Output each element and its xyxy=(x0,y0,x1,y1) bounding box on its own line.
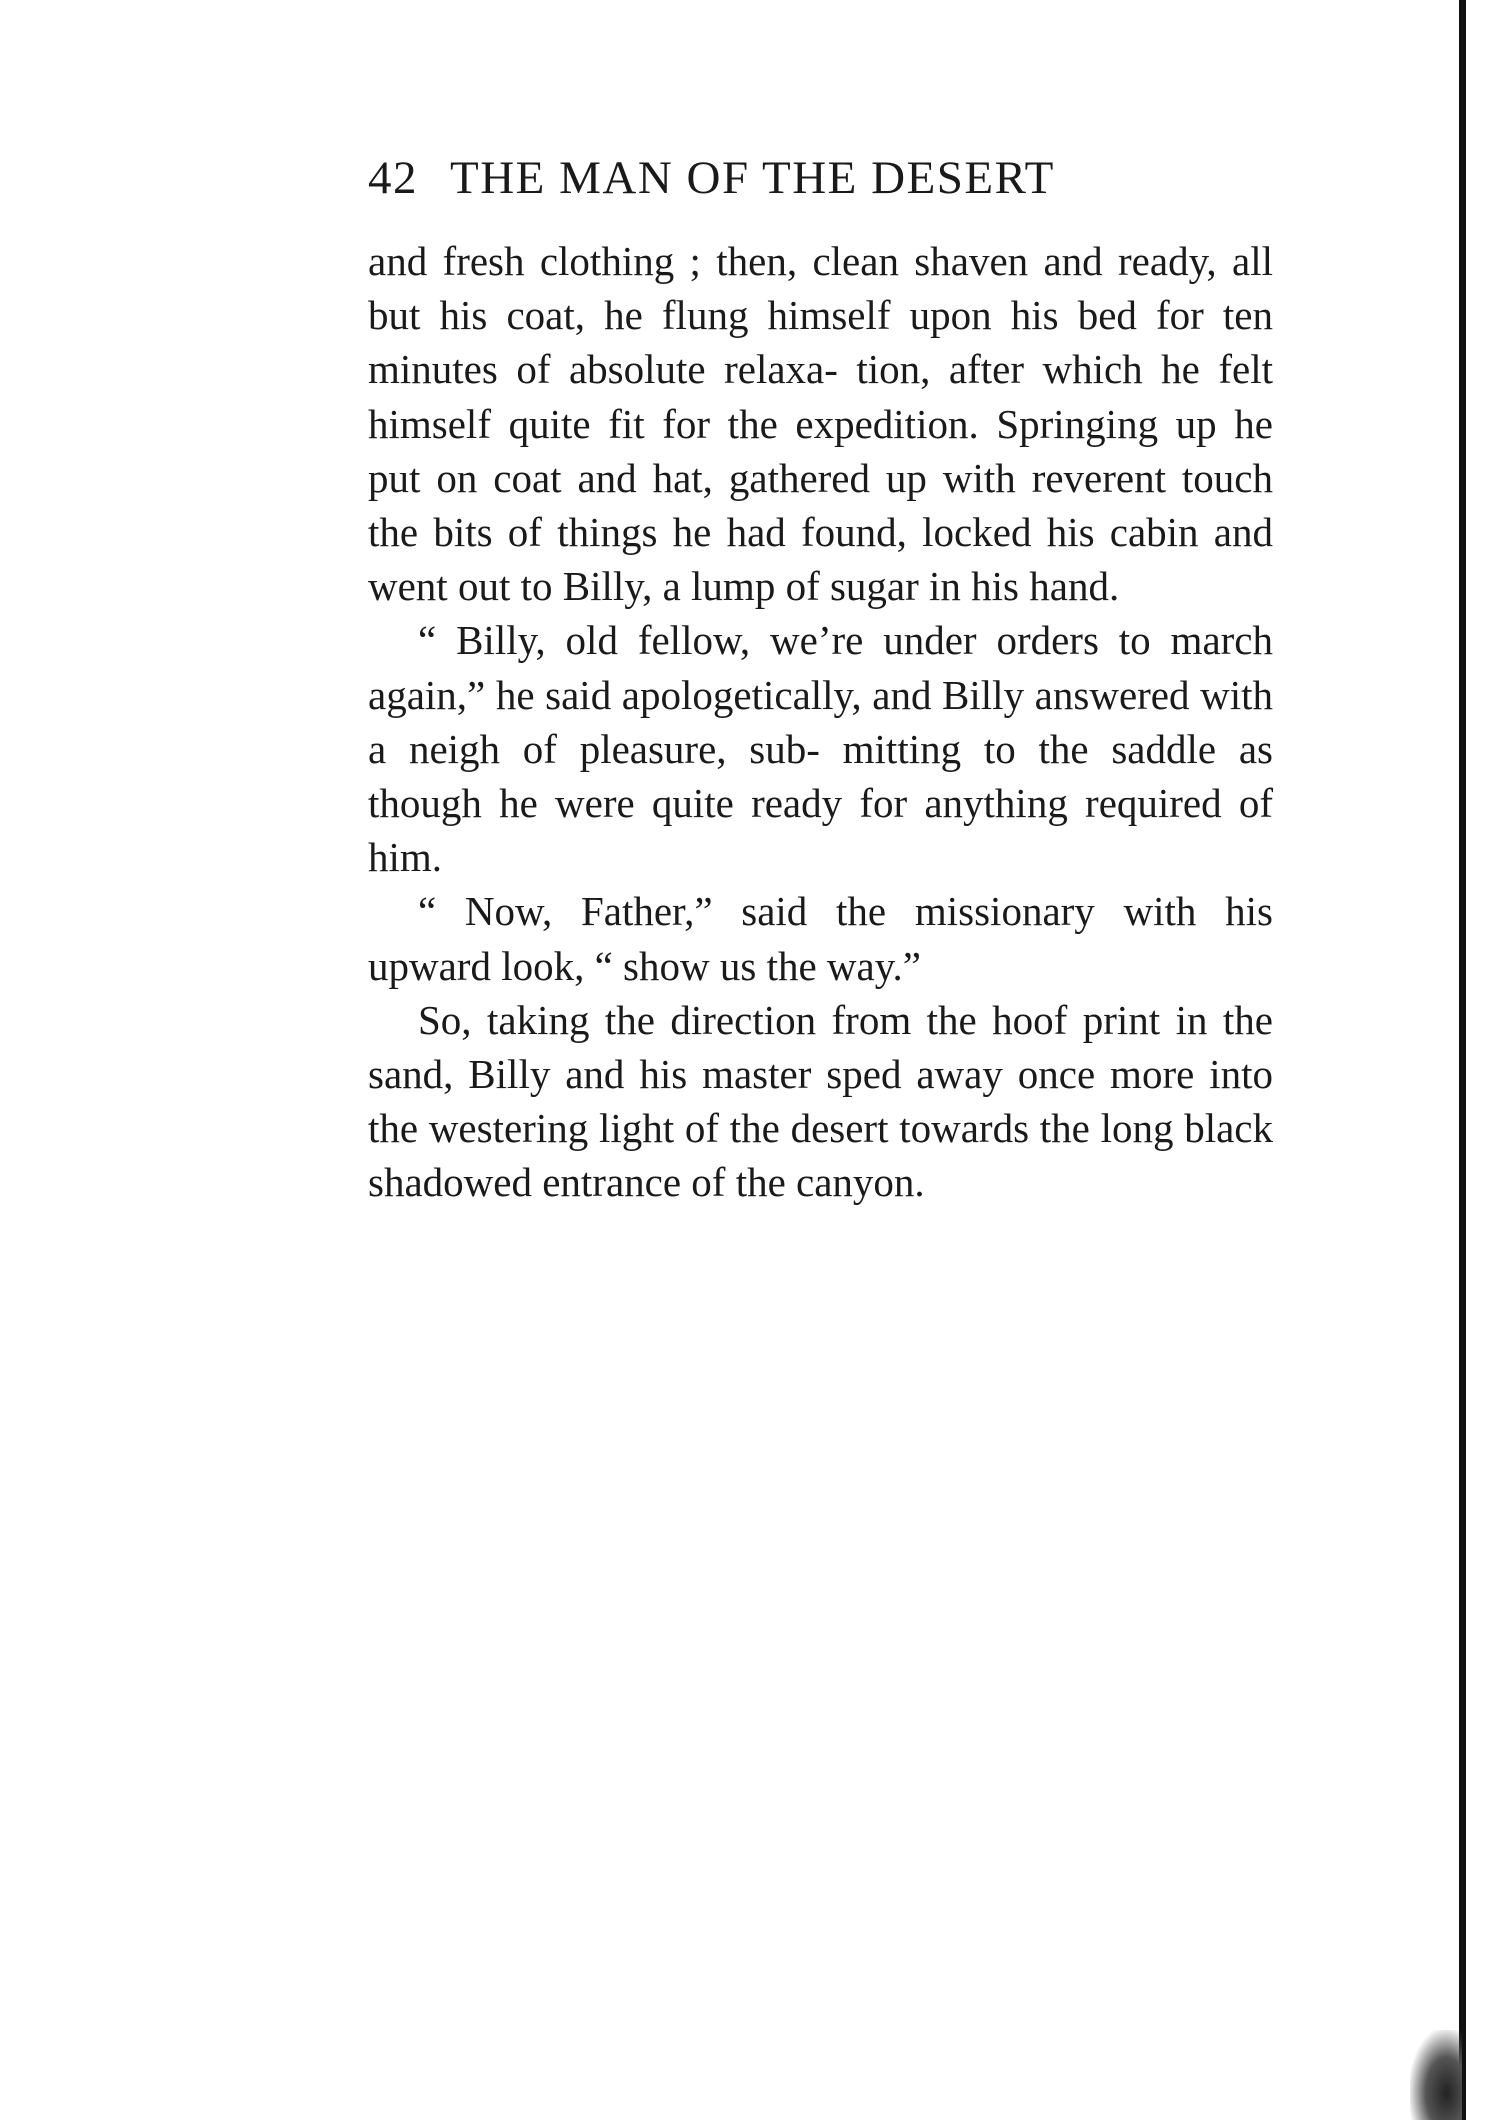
running-title: THE MAN OF THE DESERT xyxy=(450,152,1055,204)
page-header xyxy=(368,148,1273,208)
paragraph: So, taking the direction from the hoof print in the sand, Billy and his master sped away once more into the westering light of the desert towards the long black shadowed entrance of the canyon. xyxy=(368,996,1273,1206)
body-text xyxy=(368,234,1273,1210)
page-spine-edge xyxy=(1459,0,1466,2120)
paragraph: and fresh clothing ; then, clean shaven and ready, all but his coat, he flung himself upon his bed for ten minutes of absolute relaxa- tion, after which he felt himself quite fit for the expedition. Springing up he put on coat and hat, gathered up with reverent touch the bits of things he had found, locked his cabin and went out to Billy, a lump of sugar in his hand. xyxy=(368,238,1273,610)
paragraph: “ Now, Father,” said the missionary with his upward look, “ show us the way.” xyxy=(368,888,1273,989)
page-number: 42 xyxy=(368,152,418,204)
paragraph: “ Billy, old fellow, we’re under orders to march again,” he said apologetically, and Billy answered with a neigh of pleasure, sub- mitting to the saddle as though he were quite ready for anything required of him. xyxy=(368,617,1273,881)
scan-smudge xyxy=(1410,2030,1462,2120)
